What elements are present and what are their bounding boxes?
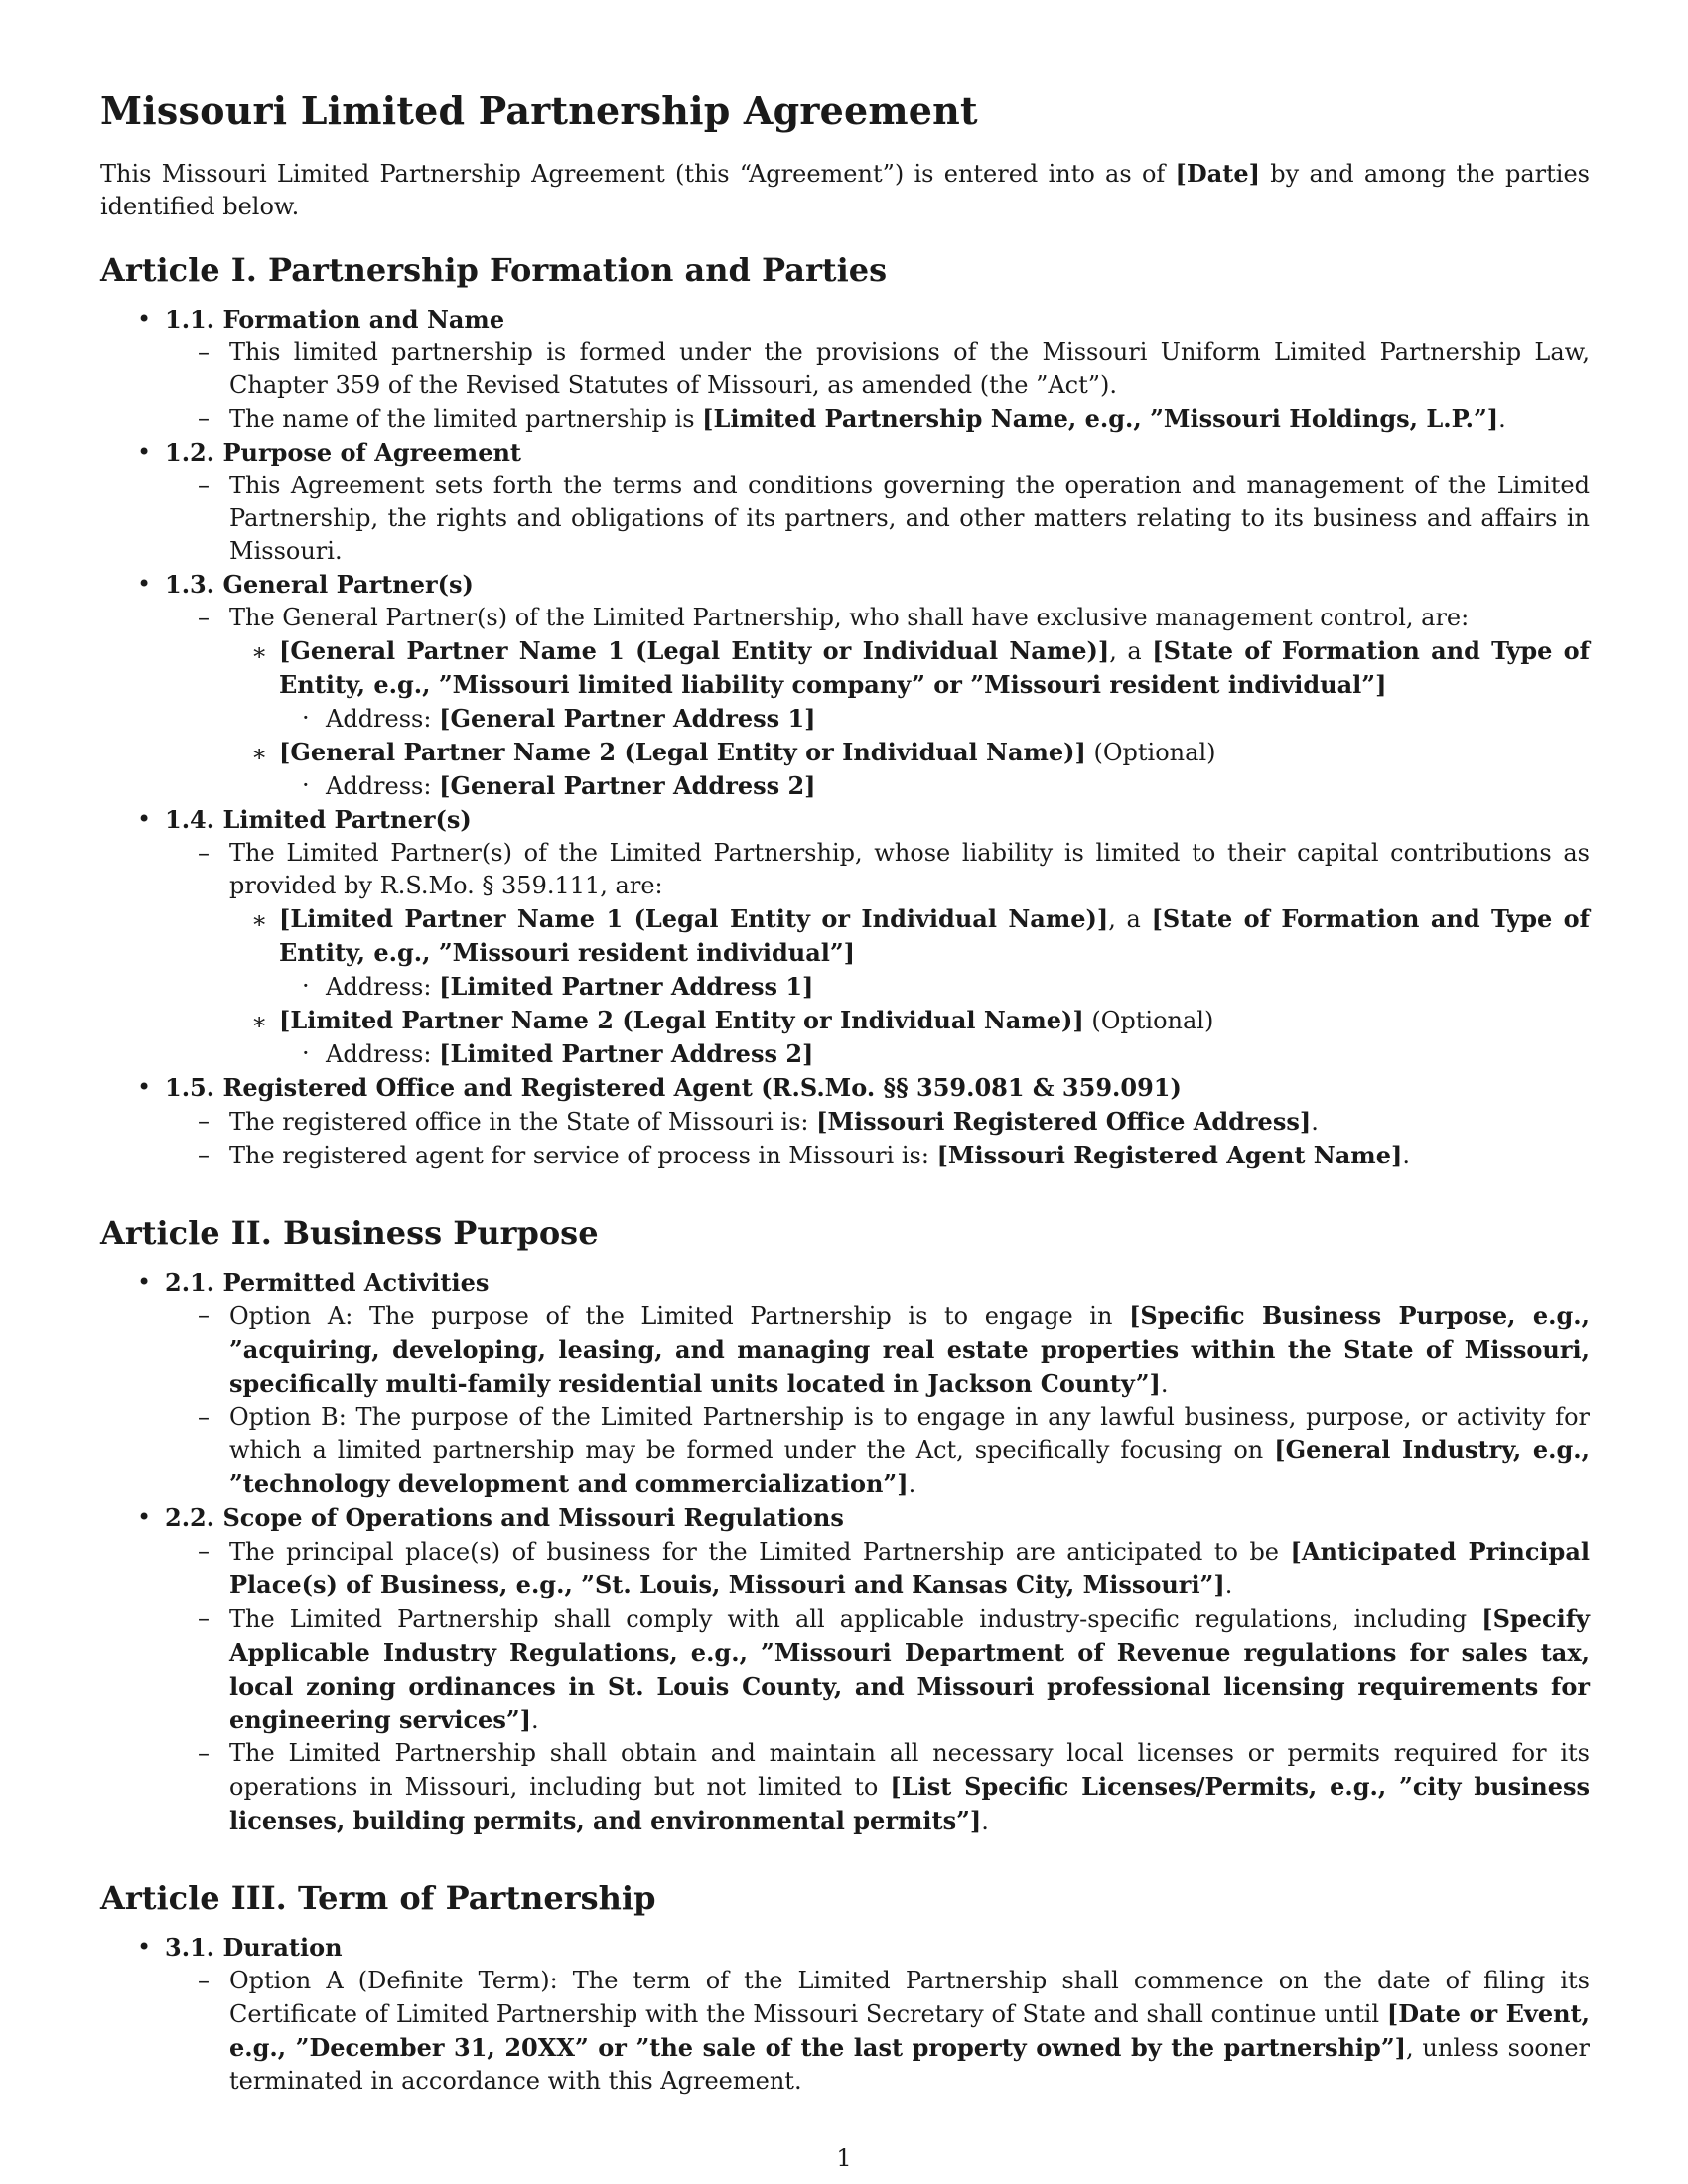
dash-marker: – — [198, 1141, 210, 1168]
dot-marker: · — [302, 1039, 310, 1067]
star-marker: ∗ — [251, 740, 268, 767]
placeholder-text: [General Industry, e.g., ”technology development and commercialization”] — [229, 1435, 1590, 1498]
placeholder-text: [State of Formation and Type of Entity, e.g., ”Missouri limited liability company” or ”Missouri resident individual”] — [279, 636, 1591, 699]
paragraph-text: . — [531, 1706, 539, 1734]
paragraph-text: The Limited Partnership shall comply with all applicable industry-specific regulations, including — [229, 1605, 1482, 1633]
paragraph-text: . — [1160, 1370, 1169, 1398]
placeholder-text: [Limited Partner Name 1 (Legal Entity or Individual Name)] — [279, 904, 1109, 933]
list-item — [100, 902, 1590, 970]
paragraph-text: The Limited Partnership shall obtain and maintain all necessary local licenses or permits required for its operations in Missouri, including but not limited to — [229, 1739, 1590, 1801]
placeholder-text: [General Partner Name 1 (Legal Entity or Individual Name)] — [279, 636, 1110, 665]
list-item — [100, 970, 1590, 1004]
list-item — [100, 402, 1590, 436]
placeholder-text: [General Partner Address 2] — [439, 771, 816, 800]
paragraph-text: . — [1311, 1108, 1319, 1136]
list-item — [100, 1535, 1590, 1602]
paragraph-text: Option A: The purpose of the Limited Partnership is to engage in — [229, 1302, 1130, 1330]
section-3-1 — [100, 1931, 1590, 1965]
section-title: 2.1. Permitted Activities — [165, 1268, 490, 1297]
section-title: 1.1. Formation and Name — [165, 305, 505, 334]
placeholder-text: [Date or Event, e.g., ”December 31, 20XX” or ”the sale of the last property owned by the partnership”] — [229, 1999, 1590, 2062]
dot-marker: · — [302, 771, 310, 799]
paragraph-text: . — [1498, 405, 1506, 433]
placeholder-text: [Limited Partnership Name, e.g., ”Missouri Holdings, L.P.”] — [702, 404, 1499, 433]
paragraph-text: The registered office in the State of Missouri is: — [229, 1108, 817, 1136]
placeholder-text: [Anticipated Principal Place(s) of Business, e.g., ”St. Louis, Missouri and Kansas City, Missouri”] — [229, 1537, 1590, 1599]
dash-marker: – — [198, 472, 210, 499]
address-label: Address: — [326, 1040, 440, 1068]
section-1-5 — [100, 1071, 1590, 1105]
star-marker: ∗ — [251, 1008, 268, 1035]
paragraph-text: . — [908, 1470, 916, 1498]
paragraph-text: . — [1402, 1142, 1410, 1169]
list-item — [100, 337, 1590, 402]
address-label: Address: — [326, 772, 440, 800]
list-item — [100, 1401, 1590, 1501]
bullet-marker: • — [137, 570, 152, 598]
placeholder-text: [State of Formation and Type of Entity, e.g., ”Missouri resident individual”] — [279, 904, 1590, 967]
placeholder-text: [Specific Business Purpose, e.g., ”acquiring, developing, leasing, and managing real estate properties within the State of Missouri, specifically multi-family residential units located in Jackson County”] — [229, 1301, 1590, 1398]
section-title: 1.2. Purpose of Agreement — [165, 438, 522, 467]
document-page — [100, 87, 1590, 2098]
paragraph-text: , a — [1109, 637, 1153, 665]
bullet-marker: • — [137, 1073, 152, 1101]
placeholder-text: [General Partner Name 2 (Legal Entity or Individual Name)] — [279, 738, 1086, 766]
paragraph-text: The principal place(s) of business for the Limited Partnership are anticipated to be — [229, 1538, 1291, 1566]
intro-text-end: by and among the parties identified below. — [100, 160, 1590, 220]
placeholder-text: [Missouri Registered Office Address] — [816, 1107, 1312, 1136]
bullet-marker: • — [137, 1268, 152, 1296]
star-marker: ∗ — [251, 906, 268, 934]
placeholder-text: [Limited Partner Name 2 (Legal Entity or Individual Name)] — [279, 1006, 1084, 1034]
section-1-2 — [100, 436, 1590, 470]
paragraph-text: Option A (Definite Term): The term of the Limited Partnership shall commence on the date of filing its Certificate of Limited Partnership with the Missouri Secretary of State and shall continue until — [229, 1967, 1590, 2028]
list-item — [100, 837, 1590, 902]
section-title: 2.2. Scope of Operations and Missouri Regulations — [165, 1503, 844, 1532]
section-1-4 — [100, 803, 1590, 837]
paragraph-text: This Agreement sets forth the terms and conditions governing the operation and management of the Limited Partnership, the rights and obligations of its partners, and other matters relating to its business and affairs in Missouri. — [229, 472, 1590, 565]
article-1-heading: Article I. Partnership Formation and Parties — [100, 251, 888, 289]
paragraph-text: The Limited Partner(s) of the Limited Partnership, whose liability is limited to their capital contributions as provided by R.S.Mo. § 359.111, are: — [229, 839, 1590, 899]
section-title: 3.1. Duration — [165, 1933, 343, 1962]
page-number: 1 — [836, 2144, 852, 2172]
dash-marker: – — [198, 1301, 210, 1329]
bullet-marker: • — [137, 438, 152, 466]
dash-marker: – — [198, 1537, 210, 1565]
dash-marker: – — [198, 604, 210, 631]
list-item — [100, 1737, 1590, 1838]
dot-marker: · — [302, 972, 310, 1000]
address-label: Address: — [326, 973, 440, 1001]
paragraph-text: (Optional) — [1083, 1007, 1214, 1034]
placeholder-text: [Specify Applicable Industry Regulations, e.g., ”Missouri Department of Revenue regulations for sales tax, local zoning ordinances in St. Louis County, and Missouri professional licensing requirements for engineering services”] — [229, 1604, 1590, 1734]
paragraph-text: The registered agent for service of process in Missouri is: — [229, 1142, 937, 1169]
intro-text: This Missouri Limited Partnership Agreement (this “Agreement”) is entered into as of — [100, 160, 1176, 188]
article-2-heading: Article II. Business Purpose — [100, 1214, 599, 1252]
date-placeholder: [Date] — [1175, 159, 1260, 188]
placeholder-text: [Limited Partner Address 1] — [439, 972, 814, 1001]
section-2-1 — [100, 1266, 1590, 1299]
placeholder-text: [Missouri Registered Agent Name] — [936, 1141, 1403, 1169]
dash-marker: – — [198, 1967, 210, 1994]
list-item — [100, 1965, 1590, 2098]
list-item — [100, 470, 1590, 568]
list-item — [100, 634, 1590, 702]
paragraph-text: , unless sooner terminated in accordance with this Agreement. — [229, 2034, 1590, 2095]
paragraph-text: , a — [1108, 905, 1152, 933]
document-title: Missouri Limited Partnership Agreement — [100, 88, 978, 133]
dash-marker: – — [198, 1403, 210, 1431]
bullet-marker: • — [137, 1933, 152, 1961]
placeholder-text: [List Specific Licenses/Permits, e.g., ”city business licenses, building permits, and environmental permits”] — [229, 1772, 1590, 1835]
list-item — [100, 1037, 1590, 1071]
bullet-marker: • — [137, 1503, 152, 1531]
bullet-marker: • — [137, 805, 152, 833]
paragraph-text: . — [1224, 1571, 1233, 1599]
list-item — [100, 769, 1590, 803]
paragraph-text: The name of the limited partnership is — [229, 405, 703, 433]
section-2-2 — [100, 1501, 1590, 1535]
placeholder-text: [General Partner Address 1] — [439, 704, 816, 733]
dash-marker: – — [198, 839, 210, 867]
section-1-3 — [100, 568, 1590, 602]
dash-marker: – — [198, 1604, 210, 1632]
dot-marker: · — [302, 704, 310, 732]
paragraph-text: Option B: The purpose of the Limited Partnership is to engage in any lawful business, purpose, or activity for which a limited partnership may be formed under the Act, specifically focusing on — [229, 1403, 1590, 1464]
paragraph-text: This limited partnership is formed under the provisions of the Missouri Uniform Limited Partnership Law, Chapter 359 of the Revised Statutes of Missouri, as amended (the ”Act”). — [229, 339, 1590, 399]
article-3-heading: Article III. Term of Partnership — [100, 1879, 656, 1917]
section-title: 1.4. Limited Partner(s) — [165, 805, 472, 834]
paragraph-text: The General Partner(s) of the Limited Partnership, who shall have exclusive management control, are: — [229, 604, 1470, 631]
paragraph-text: . — [981, 1807, 989, 1835]
section-title: 1.3. General Partner(s) — [165, 570, 474, 599]
list-item — [100, 736, 1590, 769]
list-item — [100, 1105, 1590, 1139]
list-item — [100, 1139, 1590, 1172]
intro-paragraph — [100, 157, 1590, 223]
list-item — [100, 1004, 1590, 1037]
paragraph-text: (Optional) — [1085, 739, 1216, 766]
bullet-marker: • — [137, 305, 152, 333]
dash-marker: – — [198, 339, 210, 366]
star-marker: ∗ — [251, 638, 268, 666]
dash-marker: – — [198, 1107, 210, 1135]
list-item — [100, 602, 1590, 634]
address-label: Address: — [326, 705, 440, 733]
dash-marker: – — [198, 404, 210, 432]
dash-marker: – — [198, 1739, 210, 1767]
section-1-1 — [100, 303, 1590, 337]
section-title: 1.5. Registered Office and Registered Agent (R.S.Mo. §§ 359.081 & 359.091) — [165, 1073, 1182, 1102]
list-item — [100, 1602, 1590, 1737]
list-item — [100, 702, 1590, 736]
list-item — [100, 1299, 1590, 1401]
placeholder-text: [Limited Partner Address 2] — [439, 1039, 814, 1068]
